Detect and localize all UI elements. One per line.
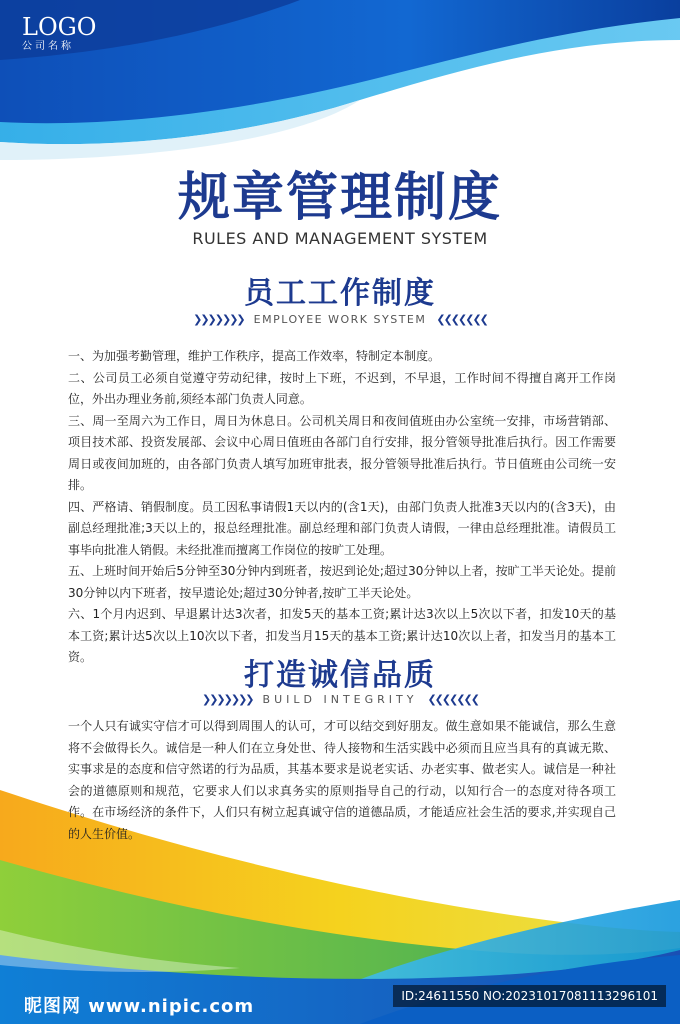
rule-paragraph: 一、为加强考勤管理，维护工作秩序，提高工作效率，特制定本制度。: [68, 349, 441, 363]
integrity-paragraph: 一个人只有诚实守信才可以得到周围人的认可，才可以结交到好朋友。做生意如果不能诚信，那么生意将不会做得长久。诚信是一种人们在立身处世、待人接物和生活实践中必须而且应当具有的真诚无欺、实事求是的态度和信守然诺的行为品质，其基本要求是说老实话、办老实事、做老实人。诚信是一种社会的道德原则和规范，它要求人们以求真务实的原则指导自己的行动，以知行合一的态度对待各项工作。在市场经济的条件下，人们只有树立起真诚守信的道德品质，才能适应社会生活的要求,并实现自己的人生价值。: [68, 719, 616, 841]
rule-paragraph: 二、公司员工必须自觉遵守劳动纪律，按时上下班，不迟到，不早退，工作时间不得擅自离开工作岗位，外出办理业务前,须经本部门负责人同意。: [68, 370, 616, 406]
watermark-id: ID:24611550 NO:20231017081113296101: [393, 985, 666, 1007]
section1-title: 员工工作制度: [244, 276, 436, 311]
section1-subtitle-row: [0, 313, 680, 326]
company-name: 公司名称: [22, 41, 74, 52]
rule-paragraph: 四、严格请、销假制度。员工因私事请假1天以内的(含1天)，由部门负责人批准3天以内的(含3天)，由副总经理批准;3天以上的，报总经理批准。副总经理和部门负责人请假，一律由总经理批准。请假员工事毕向批准人销假。未经批准而擅离工作岗位的按旷工处理。: [68, 499, 616, 557]
page-title: 规章管理制度: [177, 167, 502, 228]
chevrons-right-icon: ❯❯❯❯❯❯❯: [202, 693, 253, 706]
chevrons-right-icon: ❯❯❯❯❯❯❯: [193, 313, 244, 326]
company-logo: [22, 14, 96, 54]
section2-title: 打造诚信品质: [244, 658, 436, 693]
chevrons-left-icon: ❮❮❮❮❮❮❮: [427, 693, 478, 706]
section1-subtitle: EMPLOYEE WORK SYSTEM: [253, 313, 427, 326]
section2-subtitle-row: [0, 693, 680, 706]
rule-paragraph: 六、1个月内迟到、早退累计达3次者，扣发5天的基本工资;累计达3次以上5次以下者，扣发10天的基本工资;累计达5次以上10次以下者，扣发当月15天的基本工资;累计达10次以上者，扣发当月的基本工资。: [68, 607, 616, 664]
page-title-en: RULES AND MANAGEMENT SYSTEM: [192, 229, 488, 248]
logo-text: LOGO: [22, 13, 97, 41]
chevrons-left-icon: ❮❮❮❮❮❮❮: [436, 313, 487, 326]
section2-body: [68, 716, 616, 845]
rule-paragraph: 五、上班时间开始后5分钟至30分钟内到班者，按迟到论处;超过30分钟以上者，按旷工半天论处。提前30分钟以内下班者，按早遗论处;超过30分钟者,按旷工半天论处。: [68, 564, 616, 600]
rule-paragraph: 三、周一至周六为工作日，周日为休息日。公司机关周日和夜间值班由办公室统一安排，市场营销部、项目技术部、投资发展部、会议中心周日值班由各部门自行安排，报分管领导批准后执行。因工作需要周日或夜间加班的，由各部门负责人填写加班审批表，报分管领导批准后执行。节日值班由公司统一安排。: [68, 413, 616, 492]
watermark-site: 昵图网 www.nipic.com: [24, 996, 255, 1017]
section2-subtitle: BUILD INTEGRITY: [262, 693, 418, 706]
section1-body: [68, 346, 616, 669]
